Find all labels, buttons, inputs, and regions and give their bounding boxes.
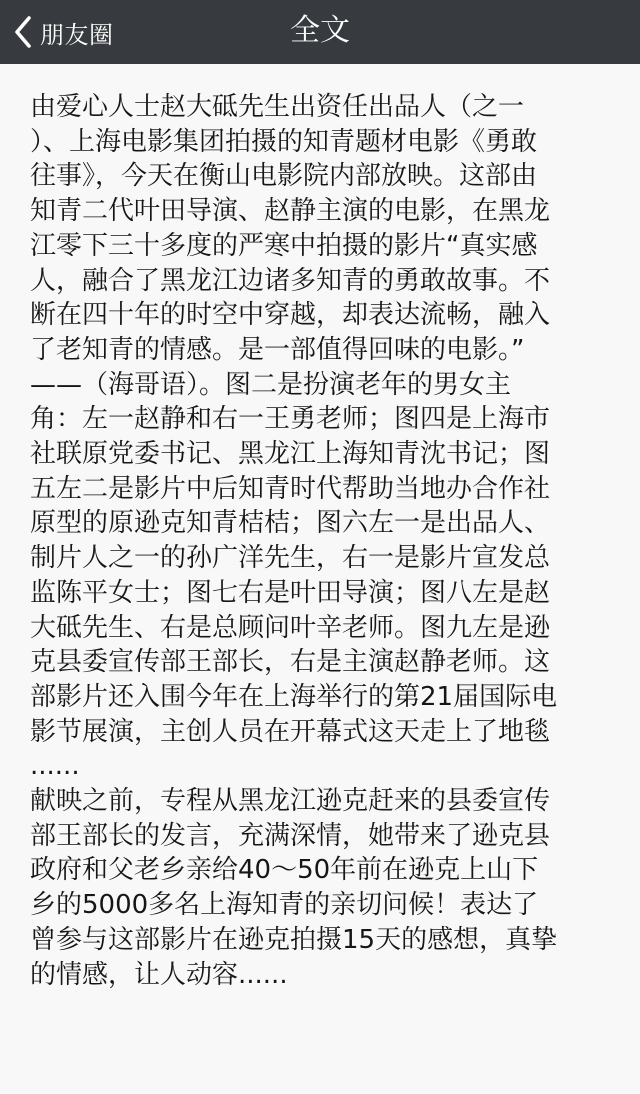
article-content <box>30 90 620 992</box>
page-title: 全文 <box>290 13 350 48</box>
back-button-label: 朋友圈 <box>40 20 114 49</box>
nav-bar <box>0 0 640 64</box>
back-button[interactable] <box>10 0 114 64</box>
article-paragraph: 由爱心人士赵大砥先生出资任出品人（之一 ）、上海电影集团拍摄的知青题材电影《勇敢 往事》，今天在衡山电影院内部放映。这部由 知青二代叶田导演、赵静主演的电影，在黑龙 江零下三十多度的严寒中拍摄的影片“真实感 人，融合了黑龙江边诸多知青的勇敢故事。不 断在四十年的时空中穿越，却表达流畅，融入 了老知青的情感。是一部值得回味的电影。” ——（海哥语）。图二是扮演老年的男女主 角：左一赵静和右一王勇老师；图四是上海市 社联原党委书记、黑龙江上海知青沈书记；图 五左二是影片中后知青时代帮助当地办合作社 原型的原逊克知青桔桔；图六左一是出品人、 制片人之一的孙广洋先生，右一是影片宣发总 监陈平女士；图七右是叶田导演；图八左是赵 大砥先生、右是总顾问叶辛老师。图九左是逊 克县委宣传部王部长，右是主演赵静老师。这 部影片还入围今年在上海举行的第21届国际电 影节展演，主创人员在开幕式这天走上了地毯 ...... <box>30 92 558 782</box>
chevron-left-icon <box>10 14 36 50</box>
article-paragraph: 献映之前，专程从黑龙江逊克赶来的县委宣传 部王部长的发言，充满深情，她带来了逊克县 政府和父老乡亲给40～50年前在逊克上山下 乡的5000多名上海知青的亲切问候！表达了 曾参与这部影片在逊克拍摄15天的感想，真挚 的情感，让人动容...... <box>30 786 558 990</box>
